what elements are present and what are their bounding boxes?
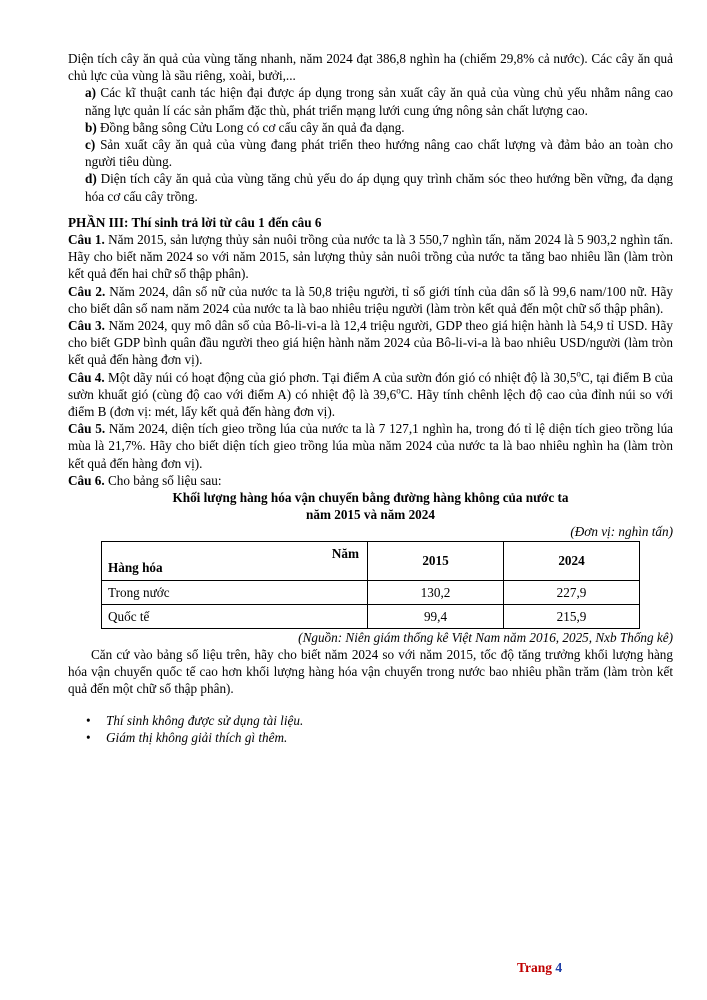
table-header-row <box>102 541 640 580</box>
table-cell: 99,4 <box>368 604 504 628</box>
table-title-line2: năm 2015 và năm 2024 <box>306 507 435 523</box>
statement-a <box>68 84 673 118</box>
statement-b <box>68 119 673 136</box>
question-6-label: Câu 6. <box>68 472 105 488</box>
statement-d-label: d) <box>85 171 97 187</box>
data-table <box>101 541 640 629</box>
table-unit: (Đơn vị: nghìn tấn) <box>570 524 673 540</box>
question-6 <box>68 472 673 489</box>
page-number <box>517 959 562 976</box>
corner-year-label: Năm <box>331 545 359 561</box>
question-5-text: Năm 2024, diện tích gieo trồng lúa của nước ta là 7 127,1 nghìn ha, trong đó tỉ lệ diện tích gieo trồng lúa mùa là 21,7%. Hãy cho biết diện tích gieo trồng lúa mùa năm 2024 của nước ta là bao nhiêu nghìn ha (làm tròn kết quả đến hàng đơn vị). <box>68 421 674 471</box>
question-4-label: Câu 4. <box>68 369 105 385</box>
list-item: • Thí sinh không được sử dụng tài liệu. <box>86 712 304 728</box>
table-row <box>102 580 640 604</box>
corner-goods-label: Hàng hóa <box>108 560 163 576</box>
notes-list <box>68 712 673 746</box>
row-label: Quốc tế <box>102 604 368 628</box>
intro-paragraph: Diện tích cây ăn quả của vùng tăng nhanh, năm 2024 đạt 386,8 nghìn ha (chiếm 29,8% cả nước). Các cây ăn quả chủ lực của vùng là sầu riêng, xoài, bưởi,... <box>68 51 673 84</box>
statement-b-label: b) <box>85 119 97 135</box>
table-cell: 130,2 <box>368 580 504 604</box>
question-2-label: Câu 2. <box>68 283 106 299</box>
question-2 <box>68 283 673 317</box>
list-item: • Giám thị không giải thích gì thêm. <box>86 729 288 745</box>
question-1-text: Năm 2015, sản lượng thủy sản nuôi trồng của nước ta là 3 550,7 nghìn tấn, năm 2024 là 5 903,2 nghìn tấn. Hãy cho biết năm 2024 so với năm 2015, sản lượng thủy sản nuôi trồng của nước ta tăng bao nhiêu lần (làm tròn kết quả đến hai chữ số thập phân). <box>68 232 674 282</box>
table-cell: 227,9 <box>504 580 640 604</box>
question-1 <box>68 231 673 283</box>
page-num: 4 <box>555 960 563 975</box>
column-header-2015: 2015 <box>368 541 504 580</box>
question-4-text-c: C. Hãy tính chênh lệch độ cao của đỉnh núi so với điểm B (đơn vị: mét, lấy kết quả đến hàng đơn vị). <box>68 386 673 420</box>
question-3-label: Câu 3. <box>68 318 105 334</box>
question-3-text: Năm 2024, quy mô dân số của Bô-li-vi-a là 12,4 triệu người, GDP theo giá hiện hành là 54,9 tỉ USD. Hãy cho biết GDP bình quân đầu người theo giá hiện hành năm 2024 của Bô-li-vi-a là bao nhiêu USD/người (làm tròn kết quả đến hàng đơn vị). <box>68 318 673 368</box>
statement-a-text: Các kĩ thuật canh tác hiện đại được áp dụng trong sản xuất cây ăn quả của vùng chủ yếu nhằm nâng cao năng lực quản lí các sản phẩm đặc thù, phát triển mạng lưới cung ứng nông sản chất lượng cao. <box>85 85 673 118</box>
question-2-text: Năm 2024, dân số nữ của nước ta là 50,8 triệu người, tỉ số giới tính của dân số là 99,6 nam/100 nữ. Hãy cho biết dân số nam năm 2024 của nước ta là bao nhiêu triệu người (làm tròn kết quả đến một chữ số thập phân). <box>68 283 674 316</box>
bullet-icon: • <box>86 729 91 745</box>
column-header-2024: 2024 <box>504 541 640 580</box>
question-4-text-a: Một dãy núi có hoạt động của gió phơn. Tại điểm A của sườn đón gió có nhiệt độ là 30,5 <box>104 369 577 385</box>
statement-d <box>68 170 673 204</box>
exam-page <box>68 50 673 746</box>
bullet-icon: • <box>86 712 91 728</box>
question-5-label: Câu 5. <box>68 421 106 437</box>
question-5 <box>68 420 673 472</box>
question-6-text: Cho bảng số liệu sau: <box>104 472 222 488</box>
row-label: Trong nước <box>102 580 368 604</box>
table-row <box>102 604 640 628</box>
statement-b-text: Đồng bằng sông Cửu Long có cơ cấu cây ăn quả đa dạng. <box>96 119 405 135</box>
question-4 <box>68 369 673 421</box>
statement-c-text: Sản xuất cây ăn quả của vùng đang phát triển theo hướng nâng cao chất lượng và đảm bảo an toàn cho người tiêu dùng. <box>85 137 673 170</box>
part3-heading: PHẦN III: Thí sinh trả lời từ câu 1 đến câu 6 <box>68 214 322 230</box>
question-6-prompt: Căn cứ vào bảng số liệu trên, hãy cho biết năm 2024 so với năm 2015, tốc độ tăng trưởng khối lượng hàng hóa vận chuyển quốc tế cao hơn khối lượng hàng hóa vận chuyển trong nước bao nhiêu phần trăm (làm tròn kết quả đến một chữ số thập phân). <box>68 646 673 697</box>
table-cell: 215,9 <box>504 604 640 628</box>
degree-sign: o <box>396 385 401 396</box>
table-corner-cell <box>102 541 368 580</box>
page-word: Trang <box>517 960 553 975</box>
question-4-text-b: C, tại điểm B của sườn khuất gió (cùng độ cao với điểm A) có nhiệt độ là 39,6 <box>68 369 673 402</box>
table-source: (Nguồn: Niên giám thống kê Việt Nam năm 2016, 2025, Nxb Thống kê) <box>298 629 673 645</box>
table-title-line1: Khối lượng hàng hóa vận chuyển bằng đường hàng không của nước ta <box>172 490 569 506</box>
statement-c-label: c) <box>85 137 96 153</box>
statement-d-text: Diện tích cây ăn quả của vùng tăng chủ yếu do áp dụng quy trình chăm sóc theo hướng bền vững, đa dạng hóa cơ cấu cây trồng. <box>85 171 673 204</box>
question-1-label: Câu 1. <box>68 232 105 248</box>
statement-c <box>68 136 673 170</box>
degree-sign: o <box>576 368 581 379</box>
statement-a-label: a) <box>85 85 96 101</box>
question-3 <box>68 317 673 369</box>
